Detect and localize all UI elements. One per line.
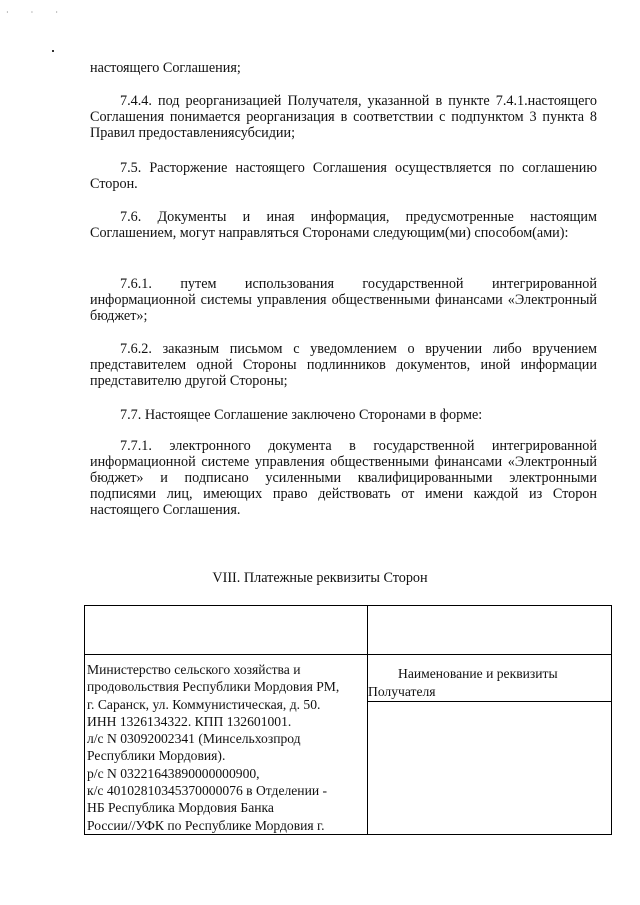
scan-speck	[52, 50, 54, 52]
paragraph-7-7: 7.7. Настоящее Соглашение заключено Сторонами в форме:	[120, 407, 483, 423]
scan-specks: · · ·	[6, 8, 68, 17]
requisites-table	[84, 605, 612, 835]
requisites-header-row	[85, 606, 612, 655]
header-cell-right	[368, 606, 612, 655]
ministry-line: л/с N 03092002341 (Минсельхозпрод	[87, 731, 301, 747]
ministry-line: Республики Мордовия).	[87, 748, 226, 764]
ministry-line: продовольствия Республики Мордовия РМ,	[87, 679, 340, 695]
paragraph-end: настоящего Соглашения;	[90, 60, 241, 76]
header-cell-left	[85, 606, 368, 655]
ministry-line: НБ Республика Мордовия Банка	[87, 800, 274, 816]
ministry-line: г. Саранск, ул. Коммунистическая, д. 50.	[87, 696, 321, 712]
paragraph-7-6: 7.6. Документы и иная информация, предусмотренные настоящим Соглашением, могут направляться Сторонами следующим(ми) способом(ами):	[90, 209, 597, 241]
ministry-line: к/с 40102810345370000076 в Отделении -	[87, 783, 328, 799]
paragraph-7-4-4: 7.4.4. под реорганизацией Получателя, указанной в пункте 7.4.1.настоящего Соглашения понимается реорганизация в соответствии с подпунктом 3 пункта 8 Правил предоставлениясубсидии;	[90, 93, 597, 141]
paragraph-7-7-1: 7.7.1. электронного документа в государственной интегрированной информационной системе управления общественными финансами «Электронный бюджет» и подписано усиленными квалифицированными электронными подписями лиц, имеющих право действовать от имени каждой из Сторон настоящего Соглашения.	[90, 438, 597, 518]
recipient-header	[368, 655, 611, 702]
paragraph-7-6-1: 7.6.1. путем использования государственной интегрированной информационной системы управления общественными финансами «Электронный бюджет»;	[90, 276, 597, 324]
ministry-line: р/с N 03221643890000000900,	[87, 765, 260, 781]
ministry-requisites	[85, 655, 368, 835]
recipient-requisites	[368, 655, 612, 835]
section-title: VIII. Платежные реквизиты Сторон	[212, 570, 428, 586]
ministry-line: ИНН 1326134322. КПП 132601001.	[87, 713, 292, 729]
ministry-line: России//УФК по Республике Мордовия г.	[87, 817, 325, 833]
paragraph-7-6-2: 7.6.2. заказным письмом с уведомлением о вручении либо вручением представителем одной Стороны подлинников документов, иной информации представителю другой Стороны;	[90, 341, 597, 389]
recipient-label-line2: Получателя	[368, 684, 436, 699]
paragraph-7-5: 7.5. Расторжение настоящего Соглашения осуществляется по соглашению Сторон.	[90, 160, 597, 192]
ministry-line: Министерство сельского хозяйства и	[87, 662, 301, 677]
requisites-body-row	[85, 655, 612, 835]
recipient-label-line1: Наименование и реквизиты	[398, 666, 558, 681]
